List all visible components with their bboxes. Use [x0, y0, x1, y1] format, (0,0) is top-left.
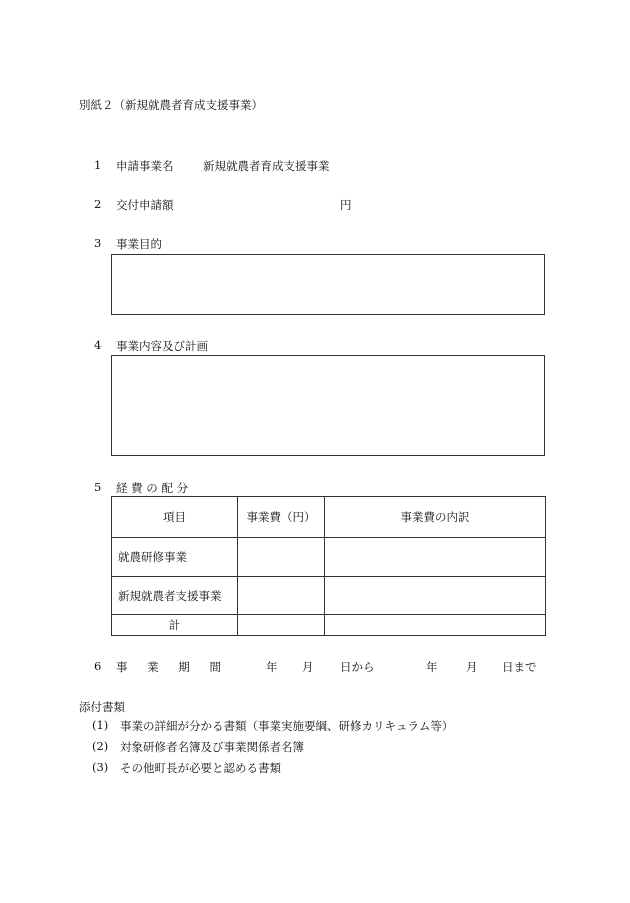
start-month: 月	[302, 660, 314, 674]
attachment-2-text: 対象研修者名簿及び事業関係者名簿	[120, 740, 304, 754]
row-support-breakdown-cell[interactable]	[325, 577, 546, 615]
attachment-title: 別紙２（新規就農者育成支援事業）	[79, 98, 263, 112]
attachment-1-number: (1)	[92, 718, 109, 732]
row-total-breakdown-cell[interactable]	[325, 615, 546, 636]
section-1-number: 1	[94, 158, 102, 172]
table-row	[112, 538, 546, 577]
cost-table	[111, 496, 546, 636]
row-support-cost-cell[interactable]	[238, 577, 325, 615]
attachment-2-number: (2)	[92, 739, 109, 753]
section-3-label: 事業目的	[116, 237, 162, 251]
row-label-total: 計	[112, 615, 238, 636]
section-6-number: 6	[94, 659, 102, 673]
row-total-cost-cell[interactable]	[238, 615, 325, 636]
purpose-box[interactable]	[111, 254, 545, 315]
attachments-title: 添付書類	[79, 700, 125, 714]
end-day: 日まで	[502, 660, 537, 674]
start-day: 日から	[340, 660, 375, 674]
section-2-number: 2	[94, 197, 102, 211]
section-2-unit: 円	[340, 198, 352, 212]
attachment-3-text: その他町長が必要と認める書類	[120, 761, 281, 775]
header-item: 項目	[112, 497, 238, 538]
header-cost: 事業費（円）	[238, 497, 325, 538]
header-breakdown: 事業費の内訳	[325, 497, 546, 538]
table-row	[112, 615, 546, 636]
attachment-1-text: 事業の詳細が分かる書類（事業実施要綱、研修カリキュラム等）	[120, 719, 454, 733]
row-label-training: 就農研修事業	[112, 538, 238, 577]
cost-table-header-row	[112, 497, 546, 538]
section-5-label: 経 費 の 配 分	[116, 481, 189, 495]
plan-box[interactable]	[111, 355, 545, 456]
row-training-breakdown-cell[interactable]	[325, 538, 546, 577]
section-2-label: 交付申請額	[116, 198, 174, 212]
row-label-support: 新規就農者支援事業	[112, 577, 238, 615]
section-4-label: 事業内容及び計画	[116, 339, 208, 353]
section-1-value: 新規就農者育成支援事業	[203, 159, 330, 173]
end-month: 月	[466, 660, 478, 674]
section-5-number: 5	[94, 480, 102, 494]
section-6-label: 事 業 期 間	[116, 660, 229, 674]
section-4-number: 4	[94, 338, 102, 352]
start-year: 年	[266, 660, 278, 674]
table-row	[112, 577, 546, 615]
end-year: 年	[426, 660, 438, 674]
row-training-cost-cell[interactable]	[238, 538, 325, 577]
attachment-3-number: (3)	[92, 760, 109, 774]
section-3-number: 3	[94, 236, 102, 250]
section-1-label: 申請事業名	[116, 159, 174, 173]
